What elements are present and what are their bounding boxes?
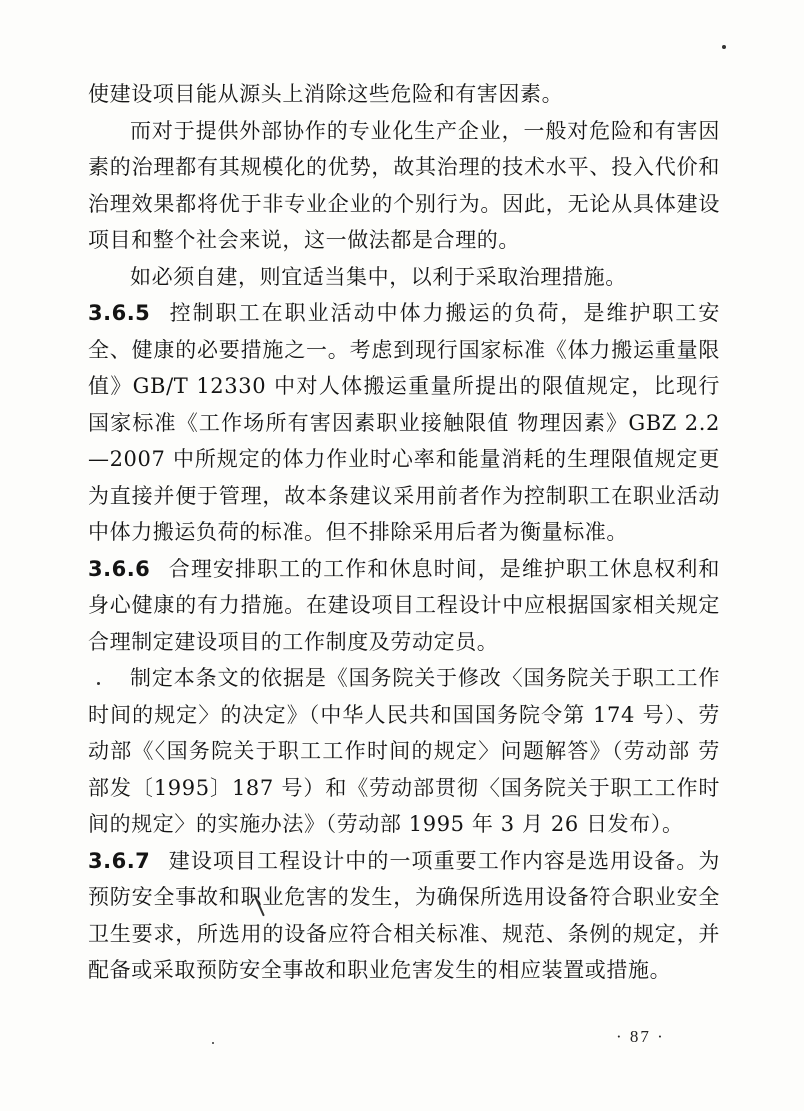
scan-speck xyxy=(212,1042,214,1044)
section-number: 3.6.6 xyxy=(88,556,151,581)
body-text xyxy=(88,76,720,989)
section-text: 合理安排职工的工作和休息时间，是维护职工休息权利和身心健康的有力措施。在建设项目工程设计中应根据国家相关规定合理制定建设项目的工作制度及劳动定员。 xyxy=(88,556,720,654)
paragraph-body: 制定本条文的依据是《国务院关于修改〈国务院关于职工工作时间的规定〉的决定》（中华人民共和国国务院令第 174 号）、劳动部《〈国务院关于职工工作时间的规定〉问题解答》（劳动部 劳部发〔1995〕187 号）和《劳动部贯彻〈国务院关于职工工作时间的规定〉的实施办法》（劳动部 1995 年 3 月 26 日发布）。 xyxy=(88,666,720,836)
paragraph-body: 而对于提供外部协作的专业化生产企业，一般对危险和有害因素的治理都有其规模化的优势，故其治理的技术水平、投入代价和治理效果都将优于非专业企业的个别行为。因此，无论从具体建设项目和整个社会来说，这一做法都是合理的。 xyxy=(88,118,720,252)
scan-speck xyxy=(722,45,726,49)
section-text: 建设项目工程设计中的一项重要工作内容是选用设备。为预防安全事故和职业危害的发生，为确保所选用设备符合职业安全卫生要求，所选用的设备应符合相关标准、规范、条例的规定，并配备或采取预防安全事故和职业危害发生的相应装置或措施。 xyxy=(88,848,720,982)
section-3-6-6 xyxy=(88,551,720,661)
section-text: 控制职工在职业活动中体力搬运的负荷，是维护职工安全、健康的必要措施之一。考虑到现行国家标准《体力搬运重量限值》GB/T 12330 中对人体搬运重量所提出的限值规定，比现行国家标准《工作场所有害因素职业接触限值 物理因素》GBZ 2.2—2007 中所规定的体力作业时心率和能量消耗的生理限值规定更为直接并便于管理，故本条建议采用前者作为控制职工在职业活动中体力搬运负荷的标准。但不排除采用后者为衡量标准。 xyxy=(88,301,720,544)
section-3-6-7 xyxy=(88,843,720,989)
section-3-6-5 xyxy=(88,295,720,551)
paragraph-body: 如必须自建，则宜适当集中，以利于采取治理措施。 xyxy=(130,264,627,289)
paragraph-continuation: 使建设项目能从源头上消除这些危险和有害因素。 xyxy=(88,82,564,106)
section-number: 3.6.7 xyxy=(88,848,151,873)
page-number: · 87 · xyxy=(616,1027,665,1046)
section-number: 3.6.5 xyxy=(88,301,151,325)
